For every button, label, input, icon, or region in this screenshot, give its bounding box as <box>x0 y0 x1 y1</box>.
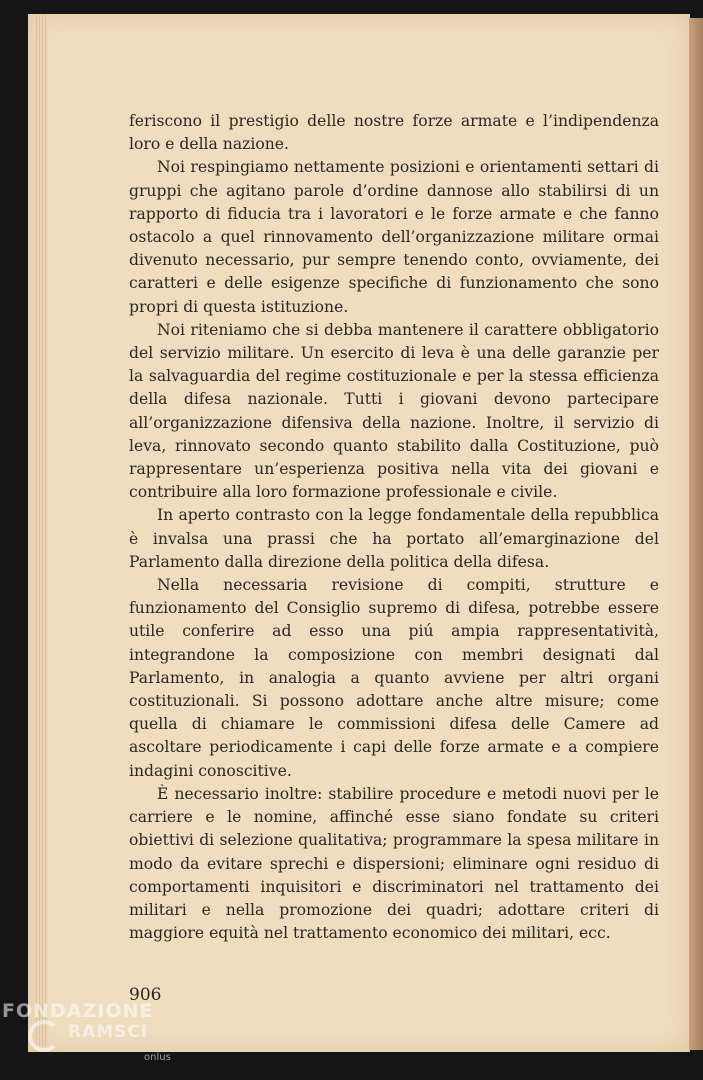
paragraph: Noi riteniamo che si debba mantenere il carattere obbligatorio del servizio militare. Un esercito di leva è una delle garanzie per la salvaguardia del regime costituzionale e per la stessa efficienza della difesa nazionale. Tutti i giovani devono partecipare all’organizzazione difensiva della nazione. Inoltre, il servizio di leva, rinnovato secondo quanto stabilito dalla Costituzione, può rappresentare un’esperienza positiva nella vita dei giovani e contribuire alla loro formazione professionale e civile. <box>129 320 659 502</box>
watermark-line2: RAMSCI <box>68 1022 149 1042</box>
paragraph: Noi respingiamo nettamente posizioni e orientamenti settari di gruppi che agitano parole d’ordine dannose allo stabilirsi di un rapporto di fiducia tra i lavoratori e le forze armate e che fanno ostacolo a quel rinnovamento dell’organizzazione militare ormai divenuto necessario, pur sempre tenendo conto, ovviamente, dei caratteri e delle esigenze specifiche di funzionamento che sono propri di questa istituzione. <box>129 158 659 316</box>
page-number: 906 <box>129 985 162 1005</box>
watermark-line1: FONDAZIONE <box>2 1000 154 1022</box>
paragraph: In aperto contrasto con la legge fondamentale della repubblica è invalsa una prassi che ha portato all’emarginazione del Parlamento dalla direzione della politica della difesa. <box>129 506 659 571</box>
body-text <box>129 110 659 945</box>
paragraph: feriscono il prestigio delle nostre forze armate e l’indipendenza loro e della nazione. <box>129 112 659 154</box>
paragraph: Nella necessaria revisione di compiti, strutture e funzionamento del Consiglio supremo di difesa, potrebbe essere utile conferire ad esso una piú ampia rappresentatività, integrandone la composizione con membri designati dal Parlamento, in analogia a quanto avviene per altri organi costituzionali. Si possono adottare anche altre misure; come quella di chiamare le commissioni difesa delle Camere ad ascoltare periodicamente i capi delle forze armate e a compiere indagini conoscitive. <box>129 576 659 780</box>
page-stack-edge <box>34 14 48 1046</box>
watermark-onlus: onlus <box>144 1052 171 1063</box>
g-logo-icon <box>28 1020 60 1052</box>
book-cover-edge <box>689 18 703 1050</box>
paragraph: È necessario inoltre: stabilire procedure e metodi nuovi per le carriere e le nomine, affinché esse siano fondate su criteri obiettivi di selezione qualitativa; programmare la spesa militare in modo da evitare sprechi e dispersioni; eliminare ogni residuo di comportamenti inquisitori e discriminatori nel trattamento dei militari e nella promozione dei quadri; adottare criteri di maggiore equità nel trattamento economico dei militari, ecc. <box>129 784 659 943</box>
